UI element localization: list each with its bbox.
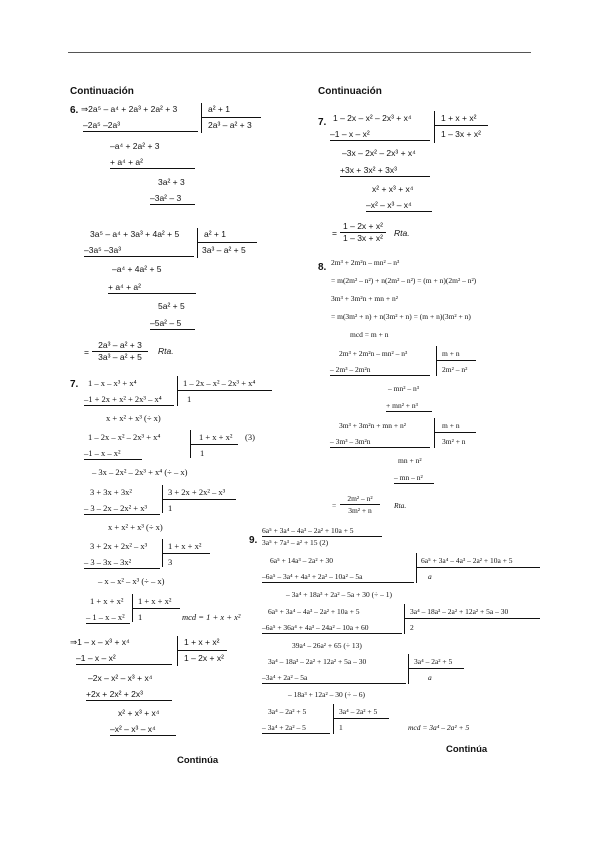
p7l-e-line-3: – x – x² – x³ (÷ – x) [98,576,165,586]
p8-a-line-2: – 2m³ – 2m²n [330,364,430,376]
p6-line-6: –3a² – 3 [150,193,195,205]
p7l-f-line-1: 1 + x + x² [90,596,124,606]
p8-line-4: = m(3m² + n) + n(3m² + n) = (m + n)(3m² + n) [331,312,471,321]
p9-b-div-bar [404,604,405,634]
p7l-g-quotient: 1 – 2x + x² [184,653,224,663]
p6-line-5: 3a² + 3 [158,177,185,187]
p7l-b-line-3: – 3x – 2x² – 2x³ + x⁴ (÷ – x) [92,467,188,477]
p7l-b-quotient: 1 [200,448,205,458]
p7r-div-bar [434,111,435,143]
p7l-a-div-bar [177,376,178,406]
p9-e-divisor: 3a⁴ – 2a² + 5 [339,707,378,716]
p9-e-div-line [333,718,389,719]
p7l-e-quotient: 3 [168,557,173,567]
p6-result-denominator: 3a³ – a² + 5 [98,352,142,362]
p8-rta: Rta. [394,501,407,510]
p6-m-line-4: + a⁴ + a² [108,282,196,294]
p9-mcd: mcd = 3a⁴ – 2a² + 5 [408,723,470,732]
p8-line-1: 2m³ + 2m²n – mn² – n³ [331,258,400,267]
p6-line-3: –a⁴ + 2a² + 3 [110,141,160,151]
p7r-line-1: 1 – 2x – x² – 2x³ + x⁴ [333,113,412,123]
p7l-c-line-3: x + x² + x³ (÷ x) [108,522,163,532]
p7l-c-div-line [162,499,236,500]
p7l-b-div-line [190,444,238,445]
p8-a-line-4: + mn² + n³ [386,400,432,412]
p8-line-5: mcd = m + n [350,330,389,339]
p6-div-bar-1 [201,103,202,133]
p7l-a-line-3: x + x² + x³ (÷ x) [106,413,161,423]
problem-7-left-number: 7. [70,379,79,390]
p8-a-div-line [436,360,476,361]
p9-b-div-line [404,618,540,619]
p7l-f-div-line [132,608,180,609]
p9-c-div-line [408,668,464,669]
p9-c-divisor: 3a⁴ – 2a² + 5 [414,657,453,666]
p8-b-div-bar [434,418,435,448]
p7r-result-numerator: 1 – 2x + x² [340,221,386,233]
p9-c-line-2: –3a⁴ + 2a² – 5a [262,672,406,684]
p6-m-divisor: a² + 1 [204,229,226,239]
problem-9-number: 9. [249,535,258,546]
p7l-c-divisor: 3 + 2x + 2x² – x³ [168,487,226,497]
left-heading: Continuación [70,86,134,97]
p9-b-quotient: 2 [410,623,414,632]
p9-fraction-denominator: 3a⁵ + 7a³ – a² + 15 (2) [262,538,329,547]
p8-line-2: = m(2m² – n²) + n(2m² – n²) = (m + n)(2m² – n²) [331,276,477,285]
p8-b-div-line [434,432,476,433]
p6-m-div-bar [197,228,198,258]
p7r-line-5: x² + x³ + x⁴ [372,184,414,194]
p7l-b-divisor: 1 + x + x² [199,432,233,442]
p7l-b-line-2: –1 – x – x² [84,448,142,460]
p7r-line-2: –1 – x – x² [330,129,430,141]
p6-m-line-1: 3a⁵ – a⁴ + 3a³ + 4a² + 5 [90,229,180,239]
p6-rta: Rta. [158,346,174,356]
p6-m-line-6: –5a² – 5 [150,318,195,330]
p6-div-line-1 [201,117,261,118]
p7r-line-6: –x² – x³ – x⁴ [366,200,432,212]
p9-e-quotient: 1 [339,723,343,732]
problem-6-number: 6. [70,105,79,116]
p7l-g-line-4: +2x + 2x² + 2x³ [86,689,172,701]
p8-result-numerator: 2m² – n² [340,493,380,505]
p7r-line-3: –3x – 2x² – 2x³ + x⁴ [342,148,416,158]
p8-result-denominator: 3m² + n [348,506,372,515]
p7l-g-line-1: ⇒1 – x – x³ + x⁴ [70,637,130,647]
p7l-e-line-1: 3 + 2x + 2x² – x³ [90,541,148,551]
p7l-g-line-5: x² + x³ + x⁴ [118,708,160,718]
p6-line-1: ⇒2a⁵ – a⁴ + 2a³ + 2a² + 3 [81,104,178,114]
p9-a-divisor: 6a⁵ + 3a⁴ – 4a³ – 2a² + 10a + 5 [421,556,513,565]
p7l-a-quotient: 1 [187,394,192,404]
p6-m-quotient: 3a³ – a² + 5 [202,245,246,255]
p6-m-div-line [197,242,257,243]
p9-a-div-line [416,567,540,568]
p7l-e-div-line [162,553,210,554]
p9-a-quotient: a [428,572,432,581]
p9-b-line-2: –6a⁵ + 36a⁴ + 4a³ – 24a² – 10a + 60 [262,622,402,634]
p7l-e-divisor: 1 + x + x² [168,541,202,551]
p9-a-line-2: –6a⁵ – 3a⁴ + 4a³ + 2a² – 10a² – 5a [262,571,414,583]
p6-m-line-2: –3a⁵ –3a³ [84,245,194,257]
p9-a-line-1: 6a⁵ + 14a³ – 2a² + 30 [270,556,334,565]
p8-a-line-3: – mn² – n³ [388,384,419,393]
p9-e-line-2: – 3a⁴ + 2a² – 5 [262,722,330,734]
p7l-f-quotient: 1 [138,612,143,622]
p9-fraction-numerator: 6a⁵ + 3a⁴ – 4a³ – 2a² + 10a + 5 [262,525,382,537]
top-rule [68,52,531,53]
p9-c-line-1: 3a⁴ – 18a³ – 2a² + 12a² + 5a – 30 [268,657,367,666]
p9-e-div-bar [333,704,334,734]
p8-a-div-bar [436,346,437,376]
p7r-line-4: +3x + 3x² + 3x³ [340,165,430,177]
p9-b-line-3: 39a⁴ – 26a² + 65 (÷ 13) [292,641,362,650]
p7l-b-line-1: 1 – 2x – x² – 2x³ + x⁴ [88,432,161,442]
p7l-a-line-2: –1 + 2x + x² + 2x³ – x⁴ [84,394,174,406]
p8-b-line-4: – mn – n² [394,472,434,484]
p8-line-3: 3m³ + 3m²n + mn + n² [331,294,398,303]
p7l-a-line-1: 1 – x – x³ + x⁴ [88,378,137,388]
p9-c-quotient: a [428,673,432,682]
problem-8-number: 8. [318,262,327,273]
p9-b-line-1: 6a⁵ + 3a⁴ – 4a³ – 2a² + 10a + 5 [268,607,360,616]
p7l-f-divisor: 1 + x + x² [138,596,172,606]
p7l-c-line-2: – 3 – 2x – 2x² + x³ [84,503,160,515]
p7l-g-line-6: –x² – x³ – x⁴ [110,724,176,736]
p6-result-numerator: 2a³ – a² + 3 [92,340,148,352]
p8-b-line-2: – 3m³ – 3m²n [330,436,430,448]
p7r-quotient: 1 – 3x + x² [441,129,481,139]
p6-quotient-1: 2a³ – a² + 3 [208,120,252,130]
p7r-rta: Rta. [394,228,410,238]
p9-a-line-3: – 3a⁴ + 18a³ + 2a² – 5a + 30 (÷ – 1) [286,590,392,599]
p7l-e-line-2: – 3 – 3x – 3x² [84,557,160,569]
p8-a-quotient: 2m² – n² [442,365,468,374]
p9-a-div-bar [416,553,417,583]
problem-7-right-number: 7. [318,117,327,128]
p6-m-line-5: 5a² + 5 [158,301,185,311]
p8-b-quotient: 3m² + n [442,437,466,446]
p7l-a-div-line [177,390,272,391]
p6-divisor-1: a² + 1 [208,104,230,114]
p8-b-line-1: 3m³ + 3m²n + mn + n² [339,421,406,430]
p8-b-line-3: mn + n² [398,456,422,465]
p6-m-line-3: –a⁴ + 4a² + 5 [112,264,162,274]
right-heading: Continuación [318,86,382,97]
p7l-f-line-2: – 1 – x – x² [86,612,130,624]
p7l-g-div-line [177,650,227,651]
p6-line-4: + a⁴ + a² [110,157,195,169]
p7r-result-denominator: 1 – 3x + x² [343,233,383,243]
p7l-c-quotient: 1 [168,503,173,513]
p6-line-2: –2a⁵ –2a³ [83,120,198,132]
p8-a-line-1: 2m³ + 2m²n – mn² – n³ [339,349,408,358]
p7l-b-note: (3) [245,432,255,442]
p7l-g-line-2: –1 – x – x² [76,653,172,665]
p9-e-line-1: 3a⁴ – 2a² + 5 [268,707,307,716]
p9-c-div-bar [408,654,409,684]
left-continua: Continúa [177,755,219,766]
p8-b-divisor: m + n [442,421,460,430]
p7l-a-divisor: 1 – 2x – x² – 2x³ + x⁴ [183,378,256,388]
right-continua: Continúa [446,744,488,755]
p7l-mcd: mcd = 1 + x + x² [182,612,241,622]
p7l-c-line-1: 3 + 3x + 3x² [90,487,132,497]
p7r-divisor: 1 + x + x² [441,113,477,123]
p7l-g-line-3: –2x – x² – x³ + x⁴ [88,673,153,683]
p7l-g-div-bar [177,636,178,666]
p7r-div-line [434,125,488,126]
p7l-g-divisor: 1 + x + x² [184,637,220,647]
p9-c-line-3: – 18a³ + 12a² – 30 (÷ – 6) [288,690,365,699]
p8-a-divisor: m + n [442,349,460,358]
p9-b-divisor: 3a⁴ – 18a³ – 2a² + 12a² + 5a – 30 [410,607,509,616]
